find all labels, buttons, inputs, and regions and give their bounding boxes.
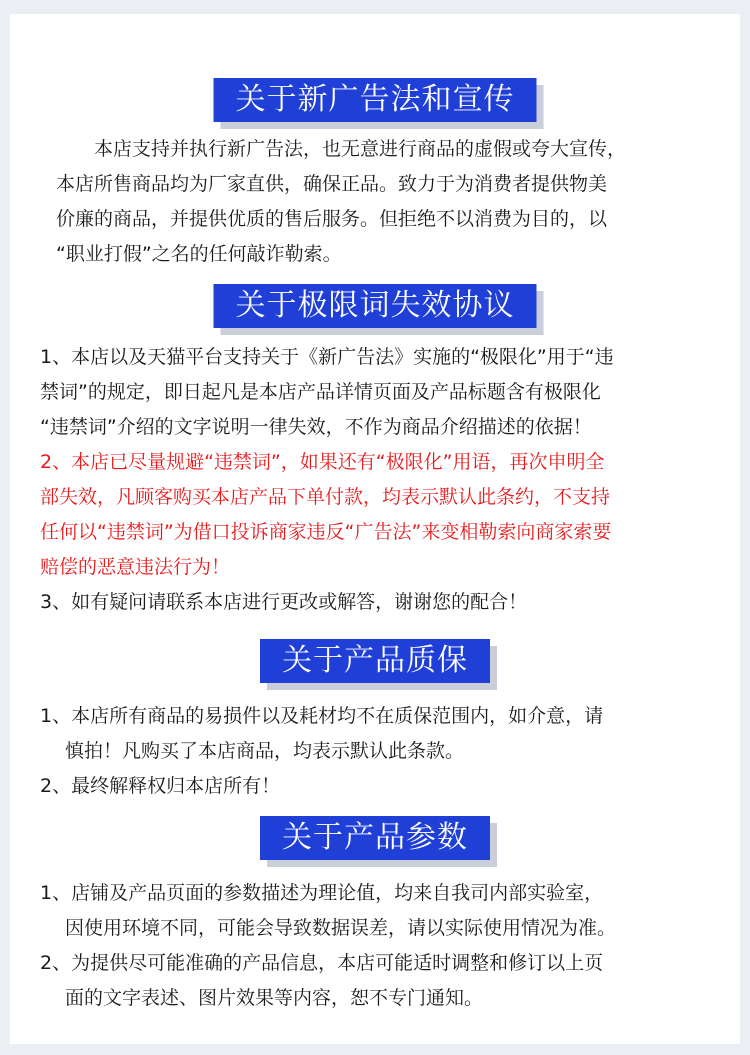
paragraph-line: 3、如有疑问请联系本店进行更改或解答，谢谢您的配合！	[40, 591, 528, 613]
section-heading-banned-words: 关于极限词失效协议	[214, 284, 537, 328]
section-body-banned-words	[40, 340, 614, 620]
paragraph-line: 因使用环境不同，可能会导致数据误差，请以实际使用情况为准。	[40, 917, 617, 939]
paragraph-line: 本店所售商品均为厂家直供，确保正品。致力于为消费者提供物美	[56, 173, 608, 195]
paragraph-line: 慎拍！凡购买了本店商品，均表示默认此条款。	[40, 740, 465, 762]
paragraph-line: 面的文字表述、图片效果等内容，恕不专门通知。	[40, 987, 484, 1009]
paragraph-line: 禁词”的规定，即日起凡是本店产品详情页面及产品标题含有极限化	[40, 381, 601, 403]
paragraph-line: 本店支持并执行新广告法，也无意进行商品的虚假或夸大宣传，	[94, 138, 627, 160]
section-body-warranty	[40, 699, 603, 804]
paragraph-line: 2、为提供尽可能准确的产品信息，本店可能适时调整和修订以上页	[40, 952, 604, 974]
paragraph-line: “职业打假”之名的任何敲诈勒索。	[56, 243, 342, 265]
paragraph-line: 1、本店所有商品的易损件以及耗材均不在质保范围内，如介意，请	[40, 705, 604, 727]
section-heading-advertising-law: 关于新广告法和宣传	[214, 78, 537, 122]
warning-line: 部失效，凡顾客购买本店产品下单付款，均表示默认此条约，不支持	[40, 486, 611, 508]
warning-line: 赔偿的恶意违法行为！	[40, 556, 231, 578]
section-heading-parameters: 关于产品参数	[260, 816, 490, 860]
warning-line: 任何以“违禁词”为借口投诉商家违反“广告法”来变相勒索向商家索要	[40, 521, 612, 543]
paragraph-line: 2、最终解释权归本店所有！	[40, 775, 281, 797]
section-heading-warranty: 关于产品质保	[260, 639, 490, 683]
paragraph-line: 1、本店以及天猫平台支持关于《新广告法》实施的“极限化”用于“违	[40, 346, 614, 368]
section-body-advertising-law	[56, 132, 626, 272]
paragraph-line: “违禁词”介绍的文字说明一律失效，不作为商品介绍描述的依据！	[40, 416, 592, 438]
section-body-parameters	[40, 876, 616, 1016]
paragraph-line: 价廉的商品，并提供优质的售后服务。但拒绝不以消费为目的，以	[56, 208, 608, 230]
warning-line: 2、本店已尽量规避“违禁词”，如果还有“极限化”用语，再次申明全	[40, 451, 605, 473]
paragraph-line: 1、店铺及产品页面的参数描述为理论值，均来自我司内部实验室，	[40, 882, 604, 904]
notice-page	[10, 14, 740, 1044]
